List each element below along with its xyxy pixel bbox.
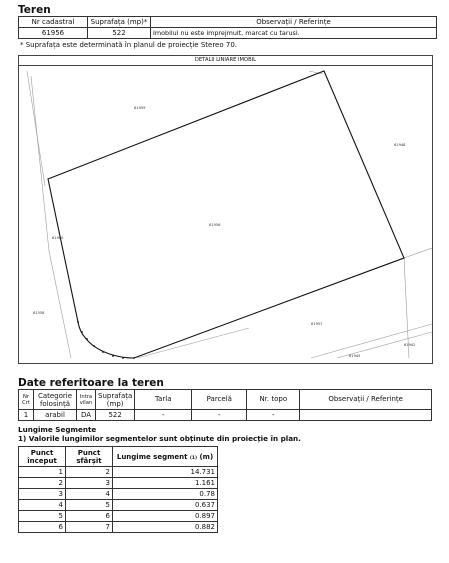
date-ref-cell-nrtopo: - [247, 410, 300, 421]
date-ref-cell-intravilan: DA [77, 410, 96, 421]
date-ref-table [18, 389, 432, 421]
table-row [19, 467, 218, 478]
lungime-note: 1) Valorile lungimilor segmentelor sunt obținute din proiecție în plan. [18, 434, 301, 443]
cell-sfarsit: 6 [66, 511, 113, 522]
cell-sfarsit: 4 [66, 489, 113, 500]
label-neighbor-left-low: 61558 [33, 311, 45, 315]
neighbor-boundary-line [137, 328, 249, 358]
teren-cell-observatii: Imobilul nu este imprejmuit, marcat cu tarusi. [151, 28, 437, 39]
section-title-date-referitoare: Date referitoare la teren [18, 377, 164, 389]
label-main-parcel: 61956 [209, 223, 221, 227]
table-row [19, 478, 218, 489]
date-ref-header-nrtopo: Nr. topo [247, 390, 300, 410]
date-ref-header-suprafata: Suprafața (mp) [96, 390, 135, 410]
cell-inceput: 5 [19, 511, 66, 522]
label-neighbor-bottom-mid: 61957 [311, 322, 323, 326]
lungime-table [18, 446, 218, 533]
date-ref-header-parcela: Parcelă [192, 390, 247, 410]
table-row [19, 489, 218, 500]
vertex-point [86, 338, 88, 340]
cell-lungime: 0.897 [113, 511, 218, 522]
vertex-point [112, 355, 114, 357]
label-neighbor-left-mid: 61960 [52, 236, 64, 240]
cell-lungime: 0.637 [113, 500, 218, 511]
date-ref-header-categorie: Categorie folosință [34, 390, 77, 410]
date-ref-header-nrcrt: Nr Crt [19, 390, 34, 410]
lungime-header-inceput: Punct început [19, 447, 66, 467]
teren-footnote: * Suprafața este determinată în planul de proiecție Stereo 70. [20, 41, 238, 49]
table-row [19, 511, 218, 522]
date-ref-header-observatii: Observații / Referințe [300, 390, 432, 410]
cell-sfarsit: 5 [66, 500, 113, 511]
cell-lungime: 0.78 [113, 489, 218, 500]
cell-sfarsit: 3 [66, 478, 113, 489]
vertex-point [93, 345, 95, 347]
table-row [19, 500, 218, 511]
cell-sfarsit: 7 [66, 522, 113, 533]
table-row [19, 522, 218, 533]
teren-header-suprafata: Suprafața (mp)* [88, 17, 151, 28]
cell-inceput: 6 [19, 522, 66, 533]
teren-cell-cadastral: 61956 [19, 28, 88, 39]
parcel-boundary [48, 71, 404, 358]
section-title-teren: Teren [18, 4, 51, 16]
neighbor-boundary-line [311, 324, 432, 358]
cell-lungime: 1.161 [113, 478, 218, 489]
date-ref-cell-nrcrt: 1 [19, 410, 34, 421]
vertex-point [81, 331, 83, 333]
map-frame [18, 55, 433, 364]
teren-table [18, 16, 437, 39]
label-neighbor-bottom-right1: 61945 [349, 354, 361, 358]
vertex-point [133, 357, 135, 359]
label-neighbor-right: 61948 [394, 143, 406, 147]
label-neighbor-bottom-right2: 61942 [404, 343, 416, 347]
lungime-title: Lungime Segmente [18, 425, 97, 434]
cell-inceput: 2 [19, 478, 66, 489]
date-ref-header-tarla: Tarla [135, 390, 192, 410]
lungime-header-lungime: Lungime segment ₍₁₎ (m) [113, 447, 218, 467]
cell-lungime: 0.882 [113, 522, 218, 533]
date-ref-cell-parcela: - [192, 410, 247, 421]
map-title: DETALII LINIARE IMOBIL [19, 56, 432, 66]
cell-sfarsit: 2 [66, 467, 113, 478]
lungime-header-sfarsit: Punct sfârșit [66, 447, 113, 467]
vertex-point [102, 351, 104, 353]
date-ref-cell-suprafata: 522 [96, 410, 135, 421]
date-ref-cell-tarla: - [135, 410, 192, 421]
vertex-point [77, 321, 79, 323]
cell-inceput: 3 [19, 489, 66, 500]
cell-inceput: 1 [19, 467, 66, 478]
date-ref-cell-categorie: arabil [34, 410, 77, 421]
cell-inceput: 4 [19, 500, 66, 511]
parcel-map [19, 66, 432, 364]
neighbor-boundary-line [404, 248, 432, 258]
vertex-point [122, 357, 124, 359]
label-neighbor-top: 61959 [134, 106, 146, 110]
teren-header-cadastral: Nr cadastral [19, 17, 88, 28]
teren-cell-suprafata: 522 [88, 28, 151, 39]
date-ref-header-intravilan: Intra vilan [77, 390, 96, 410]
cell-lungime: 14.731 [113, 467, 218, 478]
date-ref-cell-observatii [300, 410, 432, 421]
teren-header-observatii: Observații / Referințe [151, 17, 437, 28]
neighbor-boundary-line [31, 76, 49, 251]
neighbor-boundary-line [49, 251, 71, 358]
neighbor-boundary-line [27, 71, 45, 186]
